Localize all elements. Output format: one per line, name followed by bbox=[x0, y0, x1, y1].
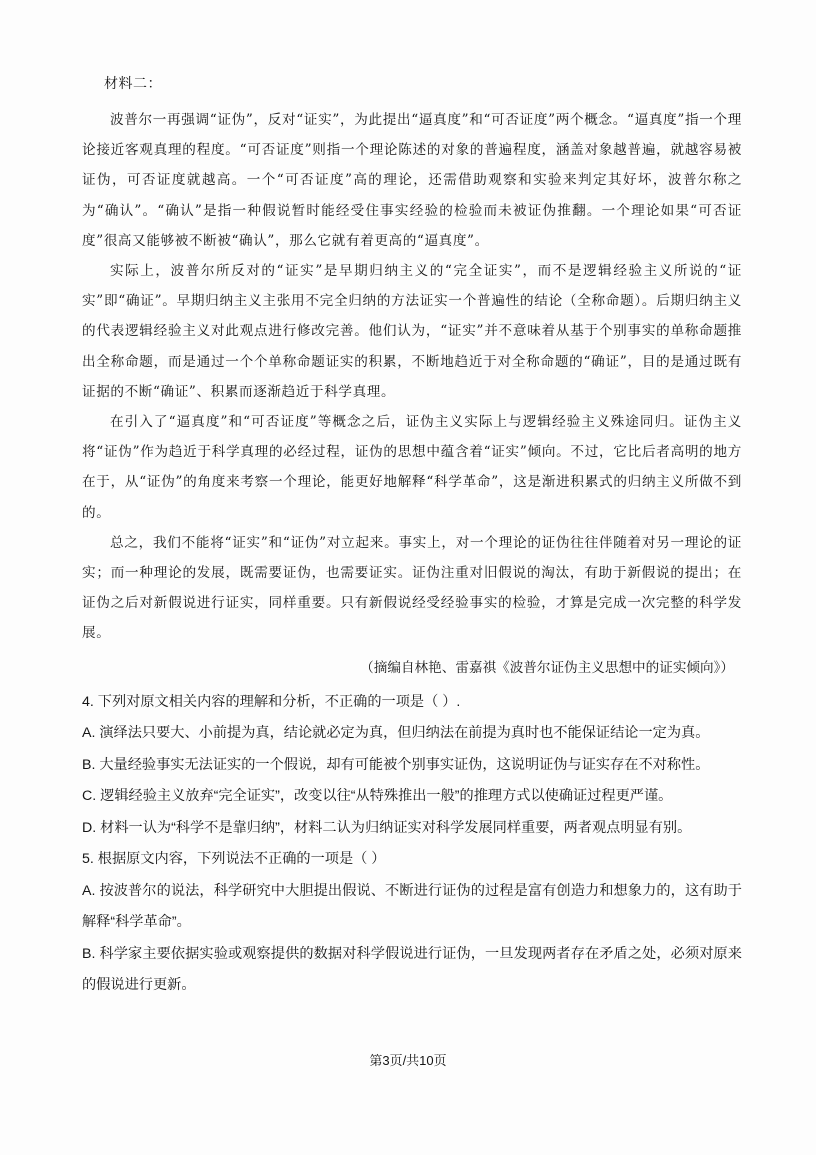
question-4-option-a: A. 演绎法只要大、小前提为真，结论就必定为真，但归纳法在前提为真时也不能保证结论一定为真。 bbox=[82, 725, 710, 742]
material-source-citation: （摘编自林艳、雷嘉祺《波普尔证伪主义思想中的证实倾向》） bbox=[360, 659, 734, 676]
page-content bbox=[82, 74, 742, 1002]
question-5 bbox=[82, 844, 742, 1002]
question-4-option-d: D. 材料一认为“科学不是靠归纳”，材料二认为归纳证实对科学发展同样重要，两者观点明显有别。 bbox=[82, 819, 692, 836]
question-4-option-b: B. 大量经验事实无法证实的一个假说，却有可能被个别事实证伪，这说明证伪与证实存在不对称性。 bbox=[82, 756, 710, 773]
material-body bbox=[82, 105, 742, 649]
question-5-option-a: A. 按波普尔的说法，科学研究中大胆提出假说、不断进行证伪的过程是富有创造力和想象力的，这有助于解释“科学革命”。 bbox=[82, 882, 742, 931]
question-5-option-b: B. 科学家主要依据实验或观察提供的数据对科学假说进行证伪，一旦发现两者存在矛盾之处，必须对原来的假说进行更新。 bbox=[82, 945, 742, 994]
material-paragraph-4: 总之，我们不能将“证实”和“证伪”对立起来。事实上，对一个理论的证伪往往伴随着对另一理论的证实；而一种理论的发展，既需要证伪，也需要证实。证伪注重对旧假说的淘汰，有助于新假说的提出；在证伪之后对新假说进行证实，同样重要。只有新假说经受经验事实的检验，才算是完成一次完整的科学发展。 bbox=[82, 534, 742, 642]
page-number: 第3页/共10页 bbox=[369, 1053, 447, 1068]
material-paragraph-2: 实际上，波普尔所反对的“证实”是早期归纳主义的“完全证实”，而不是逻辑经验主义所说的“证实”即“确证”。早期归纳主义主张用不完全归纳的方法证实一个普遍性的结论（全称命题）。后期归纳主义的代表逻辑经验主义对此观点进行修改完善。他们认为，“证实”并不意味着从基于个别事实的单称命题推出全称命题，而是通过一个个单称命题证实的积累，不断地趋近于对全称命题的“确证”，目的是通过既有证据的不断“确证”、积累而逐渐趋近于科学真理。 bbox=[82, 263, 742, 400]
question-stem: 5. 根据原文内容，下列说法不正确的一项是（ ） bbox=[82, 851, 386, 868]
material-heading: 材料二： bbox=[104, 76, 162, 92]
material-paragraph-1: 波普尔一再强调“证伪”，反对“证实”，为此提出“逼真度”和“可否证度”两个概念。“逼真度”指一个理论接近客观真理的程度。“可否证度”则指一个理论陈述的对象的普遍程度，涵盖对象越普遍，就越容易被证伪，可否证度就越高。一个“可否证度”高的理论，还需借助观察和实验来判定其好坏，波普尔称之为“确认”。“确认”是指一种假说暂时能经受住事实经验的检验而未被证伪推翻。一个理论如果“可否证度”很高又能够被不断被“确认”，那么它就有着更高的“逼真度”。 bbox=[82, 112, 742, 249]
question-list bbox=[82, 687, 742, 1002]
question-4-option-c: C. 逻辑经验主义放弃“完全证实”，改变以往“从特殊推出一般”的推理方式以使确证过程更严谨。 bbox=[82, 788, 673, 805]
question-4 bbox=[82, 687, 742, 845]
question-stem: 4. 下列对原文相关内容的理解和分析，不正确的一项是（ ）. bbox=[82, 693, 461, 710]
material-paragraph-3: 在引入了“逼真度”和“可否证度”等概念之后，证伪主义实际上与逻辑经验主义殊途同归。证伪主义将“证伪”作为趋近于科学真理的必经过程，证伪的思想中蕴含着“证实”倾向。不过，它比后者高明的地方在于，从“证伪”的角度来考察一个理论，能更好地解释“科学革命”，这是渐进积累式的归纳主义所做不到的。 bbox=[82, 414, 742, 521]
